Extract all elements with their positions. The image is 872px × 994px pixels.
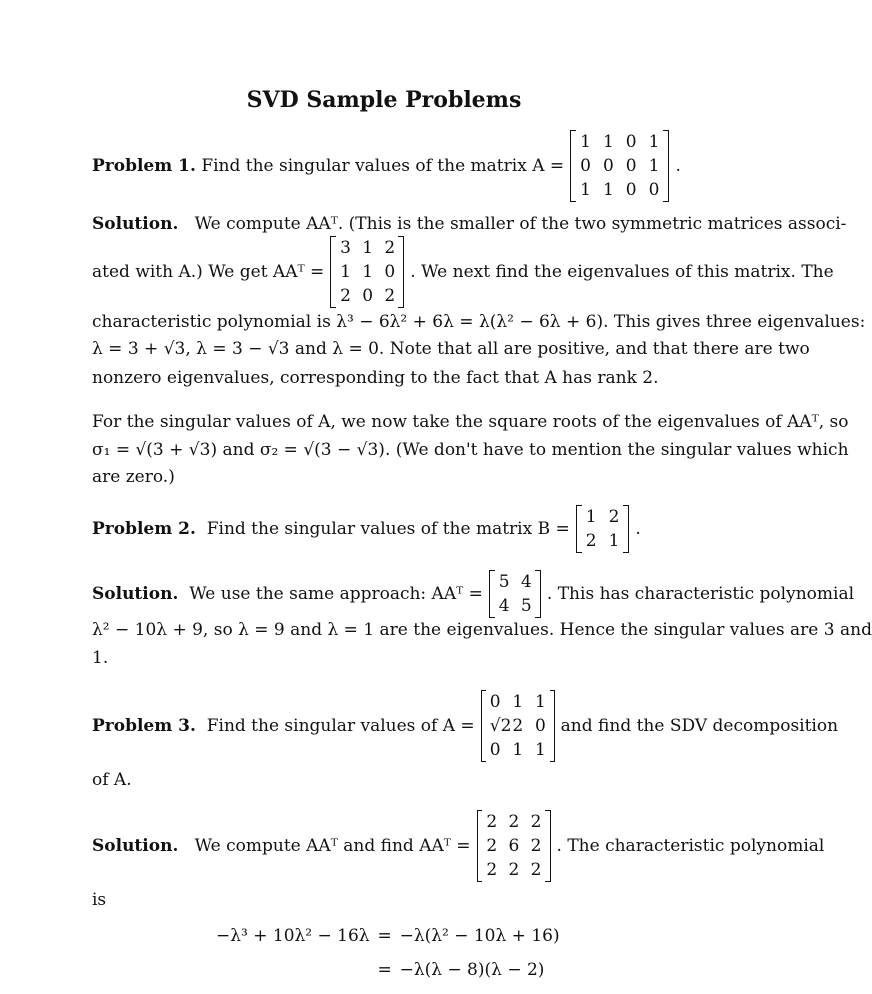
solution-1-text-2b: . We next find the eigenvalues of this matrix. The	[410, 262, 834, 282]
characteristic-polynomial-equation	[216, 926, 560, 980]
problem-2	[92, 505, 641, 553]
problem-1-end: .	[675, 156, 681, 176]
problem-2-label: Problem 2.	[92, 519, 196, 539]
matrix-entry: 2	[384, 238, 396, 258]
solution-3-text-1b: . The characteristic polynomial	[556, 836, 825, 856]
matrix-entry: 1	[512, 740, 524, 760]
matrix-entry: 5	[498, 572, 510, 592]
problem-3-text-2: and find the SDV decomposition	[560, 716, 839, 736]
solution-1-text-7: σ₁ = √(3 + √3) and σ₂ = √(3 − √3). (We don't have to mention the singular values which	[92, 440, 849, 460]
matrix-entry: 1	[602, 132, 614, 152]
matrix-entry: 1	[512, 692, 524, 712]
solution-3-matrix	[477, 810, 551, 882]
matrix-entry: 0	[625, 132, 637, 152]
solution-2-line-1	[92, 570, 854, 618]
problem-2-matrix	[576, 505, 630, 553]
matrix-entry: 1	[585, 507, 597, 527]
solution-3-label: Solution.	[92, 836, 179, 856]
matrix-entry: 2	[340, 286, 351, 306]
matrix-entry: 0	[362, 286, 374, 306]
matrix-entry: 1	[608, 531, 620, 551]
eq-row-2-rel: =	[377, 960, 392, 980]
matrix-entry: 2	[585, 531, 597, 551]
matrix-entry: 1	[362, 262, 374, 282]
matrix-entry: 6	[508, 836, 520, 856]
solution-1-text-8: are zero.)	[92, 467, 175, 487]
solution-2-matrix	[489, 570, 541, 618]
problem-2-text: Find the singular values of the matrix B =	[206, 519, 570, 539]
matrix-entry: 1	[580, 180, 591, 200]
solution-2-label: Solution.	[92, 584, 179, 604]
problem-3-matrix	[481, 690, 555, 762]
matrix-entry: 2	[530, 836, 542, 856]
matrix-entry: 1	[580, 132, 591, 152]
matrix-entry: 2	[608, 507, 620, 527]
matrix-entry: 1	[648, 156, 660, 176]
problem-3	[92, 690, 838, 762]
matrix-entry: 1	[340, 262, 351, 282]
solution-3-text-1a: We compute AAᵀ and find AAᵀ =	[194, 836, 471, 856]
problem-3-text-3: of A.	[92, 770, 132, 790]
matrix-entry: 5	[520, 596, 532, 616]
solution-3-text-2: is	[92, 890, 107, 910]
solution-1-matrix	[330, 236, 404, 308]
matrix-entry: 0	[602, 156, 614, 176]
matrix-entry: 1	[602, 180, 614, 200]
solution-1-text-1: We compute AAᵀ. (This is the smaller of the two symmetric matrices associ-	[194, 214, 847, 234]
matrix-entry: 2	[508, 860, 520, 880]
solution-3-line-1	[92, 810, 824, 882]
solution-1-text-4: λ = 3 + √3, λ = 3 − √3 and λ = 0. Note that all are positive, and that there are two	[92, 339, 810, 359]
problem-3-label: Problem 3.	[92, 716, 196, 736]
matrix-entry: 3	[340, 238, 351, 258]
matrix-entry: 0	[625, 180, 637, 200]
matrix-entry: 4	[520, 572, 532, 592]
matrix-entry: 2	[512, 716, 524, 736]
problem-2-end: .	[635, 519, 641, 539]
matrix-entry: 1	[534, 740, 546, 760]
matrix-entry: √2	[489, 716, 512, 736]
matrix-entry: 2	[508, 812, 520, 832]
solution-1-label: Solution.	[92, 214, 179, 234]
solution-1-line-1	[92, 214, 846, 234]
solution-2-text-2: λ² − 10λ + 9, so λ = 9 and λ = 1 are the eigenvalues. Hence the singular values are 3 and	[92, 620, 872, 640]
matrix-entry: 0	[580, 156, 591, 176]
solution-1-text-2a: ated with A.) We get AAᵀ =	[92, 262, 325, 282]
eq-row-1-rhs: −λ(λ² − 10λ + 16)	[399, 926, 560, 946]
matrix-entry: 2	[486, 812, 498, 832]
matrix-entry: 0	[625, 156, 637, 176]
matrix-entry: 4	[498, 596, 510, 616]
problem-1-matrix	[570, 130, 669, 202]
matrix-entry: 0	[489, 692, 501, 712]
solution-1-text-6: For the singular values of A, we now take the square roots of the eigenvalues of AAᵀ, so	[92, 412, 849, 432]
matrix-entry: 2	[530, 860, 542, 880]
matrix-entry: 0	[534, 716, 546, 736]
matrix-entry: 0	[384, 262, 396, 282]
solution-1-text-5: nonzero eigenvalues, corresponding to the fact that A has rank 2.	[92, 368, 659, 388]
eq-row-2-lhs	[216, 960, 370, 980]
solution-1-line-2	[92, 236, 834, 308]
matrix-entry: 2	[486, 836, 498, 856]
solution-1-text-3: characteristic polynomial is λ³ − 6λ² + 6λ = λ(λ² − 6λ + 6). This gives three eigenvalues:	[92, 312, 866, 332]
matrix-entry: 0	[648, 180, 660, 200]
problem-3-text: Find the singular values of A =	[206, 716, 475, 736]
matrix-entry: 0	[489, 740, 501, 760]
solution-2-text-3: 1.	[92, 648, 109, 668]
problem-1	[92, 130, 692, 202]
matrix-entry: 2	[384, 286, 396, 306]
matrix-entry: 2	[530, 812, 542, 832]
matrix-entry: 1	[362, 238, 374, 258]
matrix-entry: 2	[486, 860, 498, 880]
problem-1-text: Find the singular values of the matrix A =	[201, 156, 565, 176]
solution-2-text-1b: . This has characteristic polynomial	[546, 584, 855, 604]
solution-2-text-1a: We use the same approach: AAᵀ =	[189, 584, 483, 604]
eq-row-2-rhs: −λ(λ − 8)(λ − 2)	[399, 960, 545, 980]
eq-row-1-rel: =	[377, 926, 392, 946]
matrix-entry: 1	[534, 692, 546, 712]
page-title: SVD Sample Problems	[246, 87, 522, 113]
eq-row-1-lhs: −λ³ + 10λ² − 16λ	[216, 926, 370, 946]
matrix-entry: 1	[648, 132, 660, 152]
problem-1-label: Problem 1.	[92, 156, 196, 176]
